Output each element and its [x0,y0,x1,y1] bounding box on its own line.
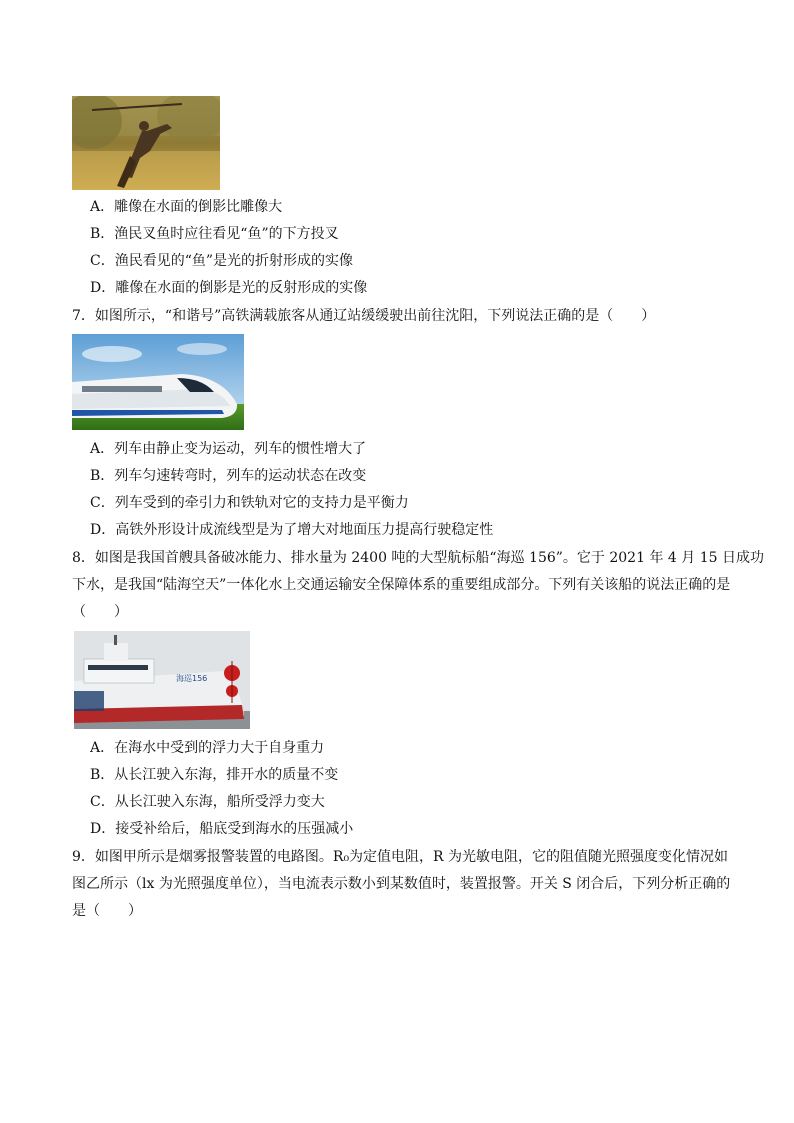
q6-option-b: B．渔民叉鱼时应往看见“鱼”的下方投叉 [90,226,339,242]
q7-option-d: D．高铁外形设计成流线型是为了增大对地面压力提高行驶稳定性 [90,522,494,538]
q8-option-a: A．在海水中受到的浮力大于自身重力 [90,740,325,756]
q8-option-c: C．从长江驶入东海，船所受浮力变大 [90,794,325,810]
q8-stem-line-2: 下水，是我国“陆海空天”一体化水上交通运输安全保障体系的重要组成部分。下列有关该船的说法正确的是 [72,577,731,593]
q8-option-d: D．接受补给后，船底受到海水的压强减小 [90,821,354,837]
ship-photo-icon [74,631,250,729]
q8-stem-line-3: （ ） [72,604,128,620]
q9-stem-line-2: 图乙所示（lx 为光照强度单位），当电流表示数小到某数值时，装置报警。开关 S 闭合后，下列分析正确的 [72,876,731,892]
train-photo-icon [72,334,244,430]
q7-option-c: C．列车受到的牵引力和铁轨对它的支持力是平衡力 [90,495,409,511]
q7-option-b: B．列车匀速转弯时，列车的运动状态在改变 [90,468,367,484]
q8-option-b: B．从长江驶入东海，排开水的质量不变 [90,767,339,783]
q9-stem-line-1: 9．如图甲所示是烟雾报警装置的电路图。R₀为定值电阻，R 为光敏电阻，它的阻值随光照强度变化情况如 [72,849,729,865]
q7-stem: 7．如图所示，“和谐号”高铁满载旅客从通辽站缓缓驶出前往沈阳，下列说法正确的是（ ） [72,308,656,324]
q9-stem-line-3: 是（ ） [72,903,142,919]
ship-name-label: 海巡156 [176,674,208,683]
q7-option-a: A．列车由静止变为运动，列车的惯性增大了 [90,441,367,457]
statue-photo-icon [72,96,220,190]
q8-stem-line-1: 8．如图是我国首艘具备破冰能力、排水量为 2400 吨的大型航标船“海巡 156”。它于 2021 年 4 月 15 日成功 [72,550,764,566]
q6-option-d: D．雕像在水面的倒影是光的反射形成的实像 [90,280,368,296]
q6-option-a: A．雕像在水面的倒影比雕像大 [90,199,283,215]
q6-option-c: C．渔民看见的“鱼”是光的折射形成的实像 [90,253,354,269]
